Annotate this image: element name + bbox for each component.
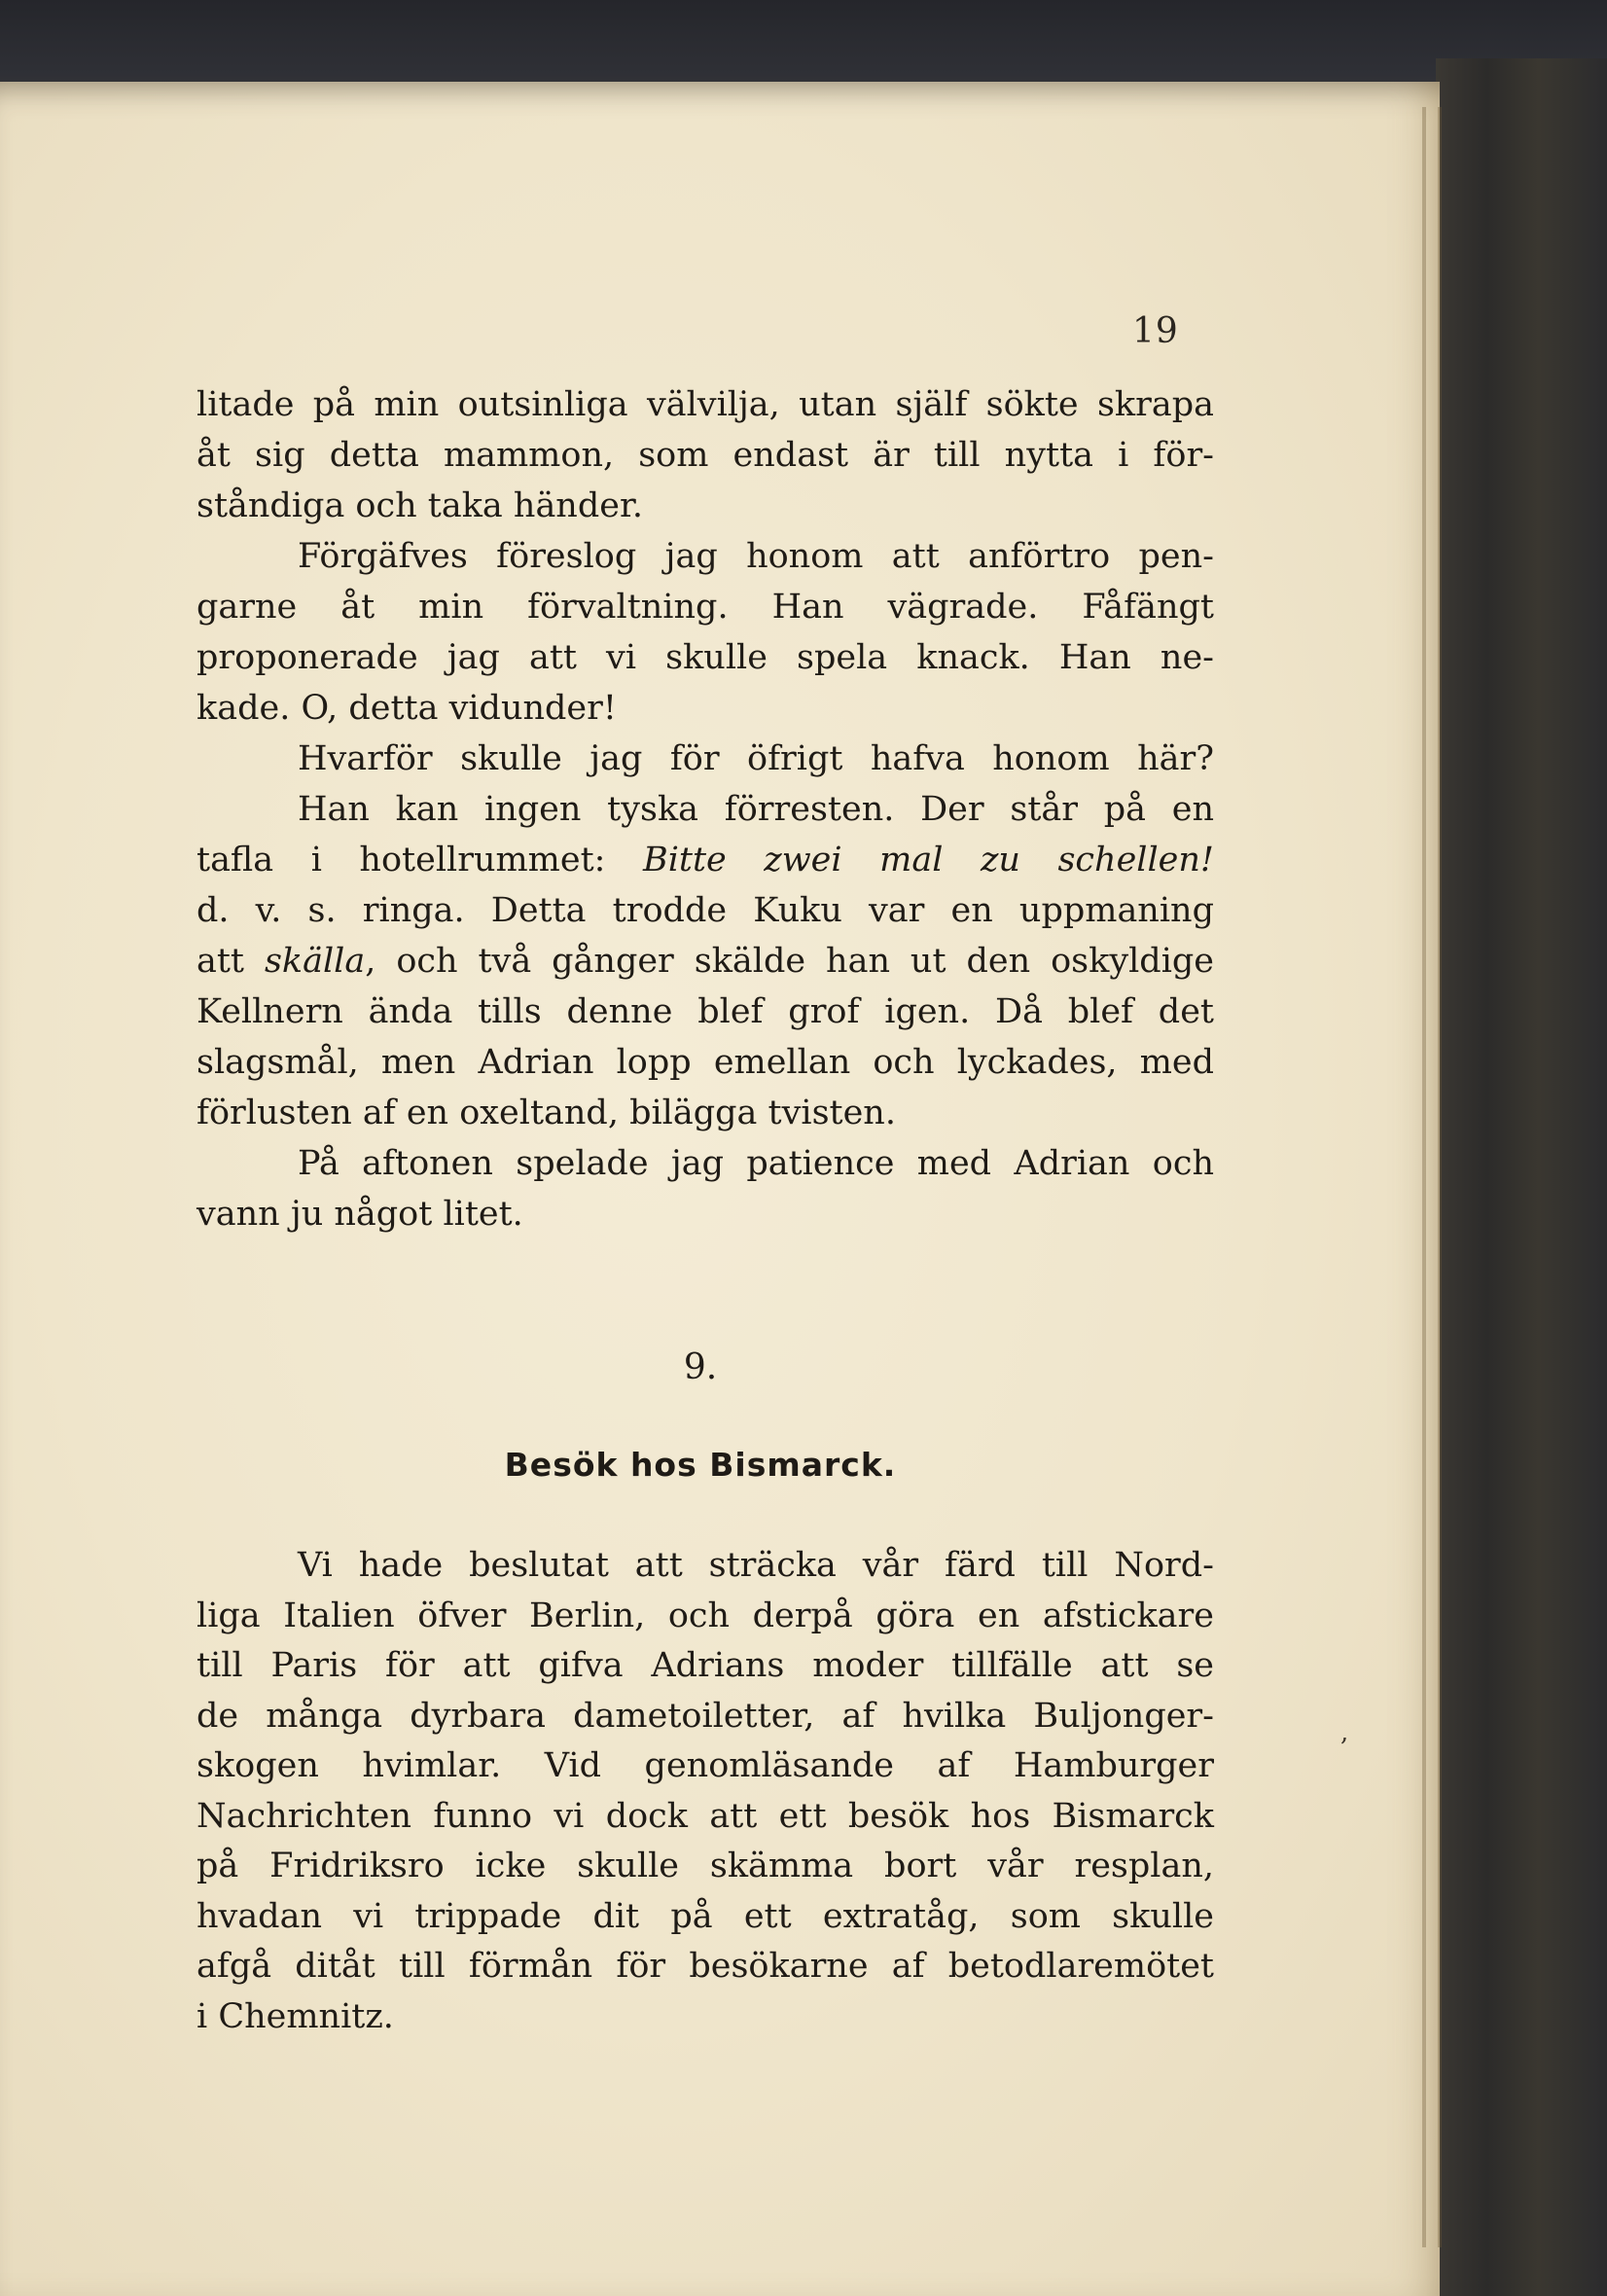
text-line: liga Italien öfver Berlin, och derpå göra en afstickare [196, 1596, 1214, 1635]
italic-word: skälla [264, 942, 366, 981]
text-line [196, 835, 1214, 885]
text-line: Kellnern ända tills denne blef grof igen. Då blef det [196, 992, 1214, 1031]
text-line [196, 936, 1214, 987]
text-line: kade. O, detta vidunder! [196, 689, 617, 728]
text-line: d. v. s. ringa. Detta trodde Kuku var en uppmaning [196, 891, 1214, 930]
text-line: vann ju något litet. [196, 1195, 523, 1234]
text-line: Vi hade beslutat att sträcka vår färd till Nord- [298, 1546, 1214, 1585]
text-line: litade på min outsinliga välvilja, utan själf sökte skrapa [196, 385, 1214, 424]
page-edge-line [1422, 107, 1426, 2247]
page-edge-line [1438, 107, 1442, 2247]
book-edge-right [1436, 58, 1607, 2296]
text-line: till Paris för att gifva Adrians moder tillfälle att se [196, 1646, 1214, 1685]
text-line: förlusten af en oxeltand, bilägga tvisten. [196, 1094, 896, 1132]
text-line: Hvarför skulle jag för öfrigt hafva honom här? [298, 739, 1214, 778]
text-line: skogen hvimlar. Vid genomläsande af Hamburger [196, 1746, 1214, 1785]
text-line: Nachrichten funno vi dock att ett besök hos Bismarck [196, 1796, 1214, 1836]
page-number: 19 [1132, 311, 1179, 351]
body-text-top [196, 379, 1214, 1239]
section-number: 9. [683, 1347, 718, 1387]
margin-mark: , [1340, 1718, 1349, 1747]
text-line: Förgäfves föreslog jag honom att anförtro pen- [298, 537, 1214, 576]
italic-phrase: Bitte zwei mal zu schellen! [642, 841, 1214, 879]
text-segment: tafla i hotellrummet: [196, 841, 643, 879]
text-segment: att [196, 942, 265, 981]
text-line: på Fridriksro icke skulle skämma bort vår resplan, [196, 1847, 1214, 1885]
text-line: På aftonen spelade jag patience med Adrian och [298, 1144, 1214, 1183]
text-line: Han kan ingen tyska förresten. Der står på en [298, 790, 1214, 829]
text-line: åt sig detta mammon, som endast är till nytta i för- [196, 436, 1214, 475]
text-line: de många dyrbara dametoiletter, af hvilka Buljonger- [196, 1696, 1214, 1736]
text-line: ståndiga och taka händer. [196, 486, 643, 525]
text-line: afgå ditåt till förmån för besökarne af betodlaremötet [196, 1947, 1214, 1986]
text-line: hvadan vi trippade dit på ett extratåg, som skulle [196, 1896, 1214, 1936]
text-line: garne åt min förvaltning. Han vägrade. Fåfängt [196, 588, 1214, 627]
text-line: proponerade jag att vi skulle spela knack. Han ne- [196, 638, 1214, 677]
body-text-bottom [196, 1541, 1214, 2042]
text-line: slagsmål, men Adrian lopp emellan och lyckades, med [196, 1043, 1214, 1082]
text-line: i Chemnitz. [196, 1996, 394, 2036]
section-title: Besök hos Bismarck. [504, 1446, 897, 1484]
text-segment: , och två gånger skälde han ut den oskyldige [365, 942, 1215, 981]
